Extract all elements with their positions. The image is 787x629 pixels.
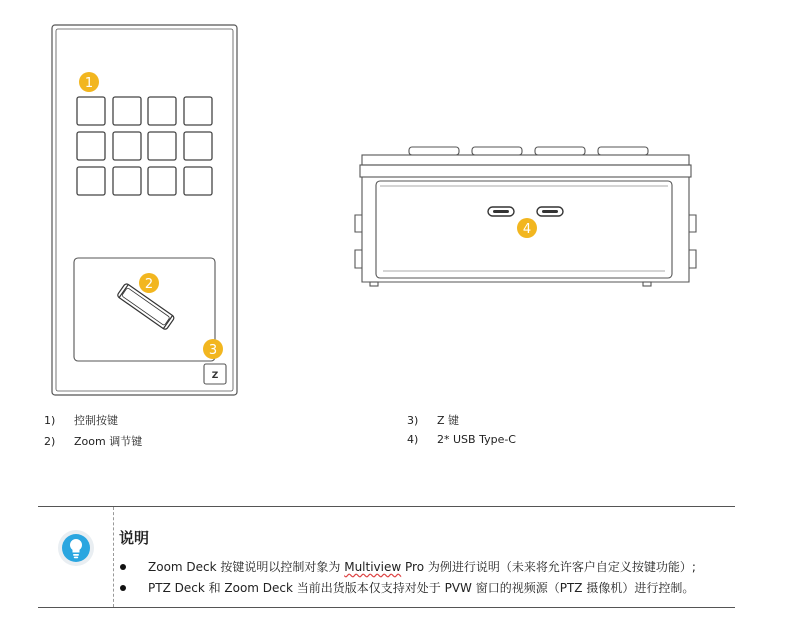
callout-1 <box>79 72 99 92</box>
legend-label: Z 键 <box>437 414 460 427</box>
bullet-icon <box>120 585 126 591</box>
z-key-glyph: Z <box>211 371 219 381</box>
control-keys-grid <box>77 97 212 195</box>
z-key <box>204 364 226 384</box>
legend-label: Zoom 调节键 <box>74 435 143 448</box>
control-key <box>77 132 105 160</box>
control-key <box>77 167 105 195</box>
spellcheck-word: Multiview <box>344 560 402 574</box>
svg-text:1: 1 <box>84 76 94 91</box>
note-item: PTZ Deck 和 Zoom Deck 当前出货版本仅支持对处于 PVW 窗口的视频源（PTZ 摄像机）进行控制。 <box>120 578 696 599</box>
device-rear-view <box>355 147 696 286</box>
bullet-icon <box>120 564 126 570</box>
legend-label: 控制按键 <box>74 414 118 427</box>
svg-text:3: 3 <box>208 343 218 358</box>
legend-number: 1) <box>44 414 56 427</box>
control-key <box>113 97 141 125</box>
legend-number: 2) <box>44 435 56 448</box>
callout-4 <box>517 218 537 238</box>
control-key <box>148 97 176 125</box>
note-item: Zoom Deck 按键说明以控制对象为 Multiview Pro 为例进行说明（未来将允许客户自定义按键功能）; <box>120 557 696 578</box>
note-title: 说明 <box>119 529 150 547</box>
control-key <box>184 97 212 125</box>
legend-number: 3) <box>407 414 419 427</box>
legend-label: 2* USB Type-C <box>437 433 516 446</box>
svg-text:4: 4 <box>522 222 532 237</box>
legend-item-2 <box>44 433 142 449</box>
svg-text:2: 2 <box>144 277 154 292</box>
legend-item-4 <box>407 433 516 446</box>
control-key <box>113 167 141 195</box>
note-box <box>38 506 735 608</box>
lightbulb-icon <box>57 529 95 567</box>
legend-item-1 <box>44 412 118 428</box>
control-key <box>148 132 176 160</box>
control-key <box>148 167 176 195</box>
control-key <box>184 167 212 195</box>
callout-3 <box>203 339 223 359</box>
control-key <box>113 132 141 160</box>
callout-2 <box>139 273 159 293</box>
legend-number: 4) <box>407 433 419 446</box>
legend-item-3 <box>407 412 459 428</box>
control-key <box>184 132 212 160</box>
note-list <box>120 557 696 599</box>
control-key <box>77 97 105 125</box>
usb-c-ports <box>488 207 563 216</box>
note-divider <box>113 507 114 607</box>
